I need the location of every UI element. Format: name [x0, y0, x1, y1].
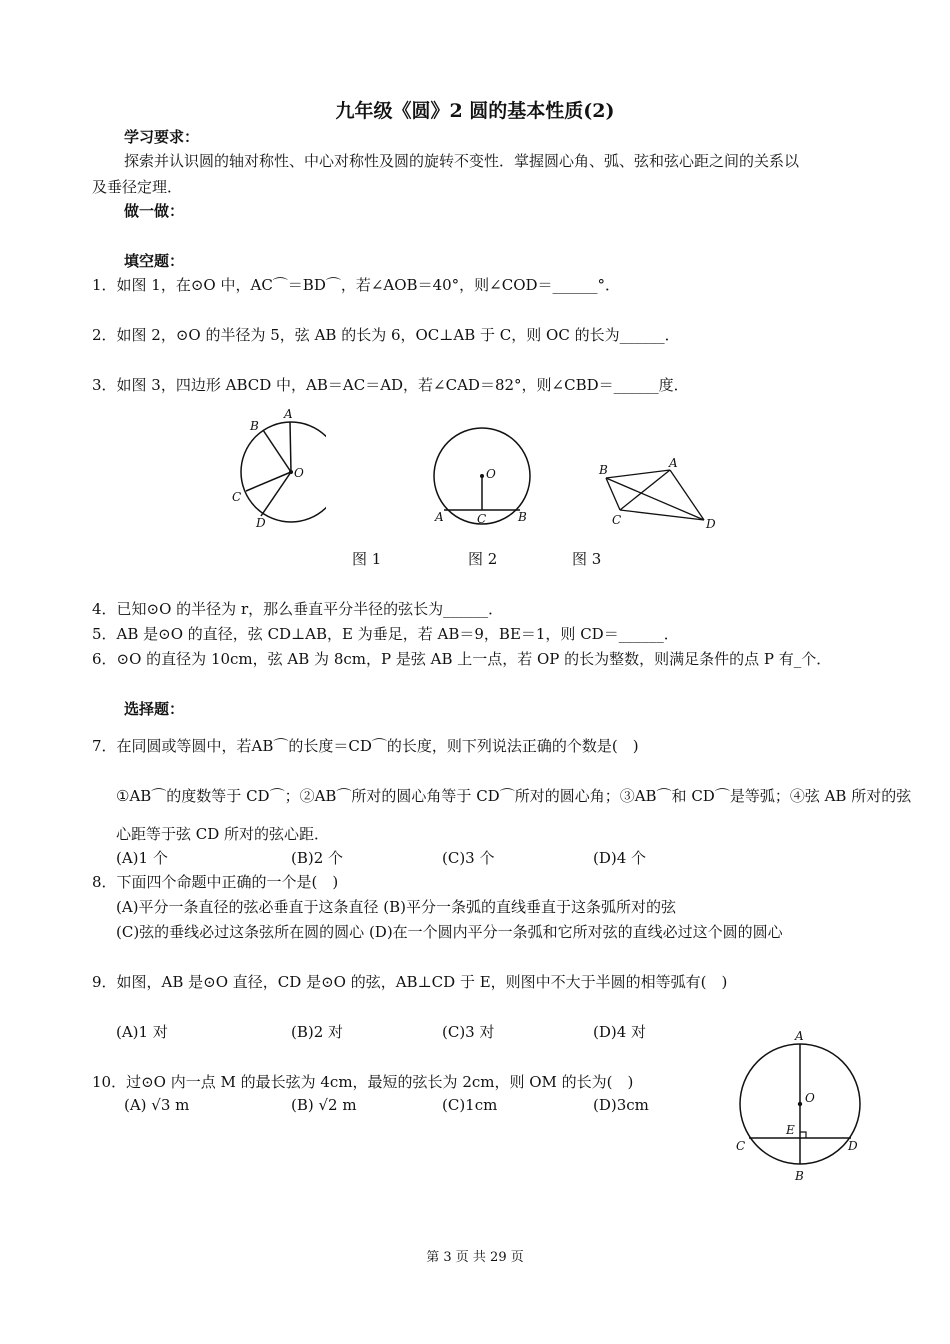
fig1-label-c: C: [232, 490, 242, 504]
question-2: 2．如图 2，⊙O 的半径为 5，弦 AB 的长为 6，OC⊥AB 于 C，则 OC 的长为______．: [92, 326, 680, 344]
fig3-label-c: C: [612, 513, 622, 527]
fig2-label-b: B: [518, 510, 527, 524]
question-7-option-d: (D)4 个: [593, 849, 647, 867]
question-5: 5．AB 是⊙O 的直径，弦 CD⊥AB，E 为垂足，若 AB＝9，BE＝1，则 CD＝______．: [92, 625, 679, 643]
question-10-option-c: (C)1cm: [442, 1096, 498, 1114]
fig1-radius-oa: [290, 422, 291, 472]
fig3-label-d: D: [706, 517, 716, 531]
fig4-center-dot: [798, 1102, 802, 1106]
requirements-text-1: 探索并认识圆的轴对称性、中心对称性及圆的旋转不变性．掌握圆心角、弧、弦和弦心距之间的关系以: [124, 152, 800, 170]
figure-1-caption: 图 1: [352, 550, 382, 568]
question-10-option-a: (A) √3 m: [124, 1096, 190, 1114]
question-9-option-d: (D)4 对: [593, 1023, 647, 1041]
question-7-option-c: (C)3 个: [442, 849, 495, 867]
question-9-option-b: (B)2 对: [291, 1023, 344, 1041]
fill-heading: 填空题：: [124, 252, 185, 270]
fig3-label-a: A: [669, 456, 678, 470]
fig2-label-a: A: [435, 510, 444, 524]
question-3: 3．如图 3，四边形 ABCD 中，AB＝AC＝AD，若∠CAD＝82°，则∠CBD＝______度．: [92, 376, 689, 394]
page-footer: 第 3 页 共 29 页: [426, 1250, 524, 1265]
question-10: 10．过⊙O 内一点 M 的最长弦为 4cm，最短的弦长为 2cm，则 OM 的长为( ): [92, 1073, 634, 1091]
fig3-diagonal-ac: [620, 470, 670, 510]
fig2-center-dot: [480, 474, 484, 478]
fig1-circle: [241, 422, 326, 522]
practice-heading: 做一做：: [124, 202, 185, 220]
fig4-label-b: B: [795, 1169, 804, 1183]
question-4: 4．已知⊙O 的半径为 r，那么垂直平分半径的弦长为______．: [92, 600, 504, 618]
question-7-option-b: (B)2 个: [291, 849, 344, 867]
question-7-detail-1: ①AB⌒的度数等于 CD⌒；②AB⌒所对的圆心角等于 CD⌒所对的圆心角；③AB⌒和 CD⌒是等弧；④弦 AB 所对的弦: [116, 787, 912, 805]
question-10-option-d: (D)3cm: [593, 1096, 649, 1114]
choice-heading: 选择题：: [124, 700, 185, 718]
question-7-detail-2: 心距等于弦 CD 所对的弦心距．: [116, 825, 330, 843]
fig1-center-dot: [289, 470, 293, 474]
figure-3: [594, 454, 724, 534]
question-9-option-a: (A)1 对: [116, 1023, 168, 1041]
question-6: 6．⊙O 的直径为 10cm，弦 AB 为 8cm，P 是弦 AB 上一点，若 OP 的长为整数，则满足条件的点 P 有_个．: [92, 650, 832, 668]
fig4-label-a: A: [795, 1029, 804, 1043]
fig1-label-a: A: [284, 407, 293, 421]
requirements-text-2: 及垂径定理．: [92, 178, 183, 196]
question-7-option-a: (A)1 个: [116, 849, 168, 867]
question-10-option-b: (B) √2 m: [291, 1096, 357, 1114]
fig1-label-b: B: [250, 419, 259, 433]
requirements-heading: 学习要求：: [124, 128, 200, 146]
fig2-label-o: O: [486, 467, 496, 481]
fig3-label-b: B: [599, 463, 608, 477]
question-7: 7．在同圆或等圆中，若AB⌒的长度＝CD⌒的长度，则下列说法正确的个数是( ): [92, 737, 639, 755]
figure-4: [728, 1026, 874, 1186]
question-9: 9．如图，AB 是⊙O 直径，CD 是⊙O 的弦，AB⊥CD 于 E，则图中不大于半圆的相等弧有( ): [92, 973, 728, 991]
figure-2: [424, 424, 540, 534]
figure-1: [226, 404, 326, 534]
question-8-line-1: (A)平分一条直径的弦必垂直于这条直径 (B)平分一条弧的直线垂直于这条弧所对的弦: [116, 898, 677, 916]
question-8-line-2: (C)弦的垂线必过这条弦所在圆的圆心 (D)在一个圆内平分一条弧和它所对弦的直线必过这个圆的圆心: [116, 923, 783, 941]
fig1-label-d: D: [256, 516, 266, 530]
page-title: 九年级《圆》2 圆的基本性质(2): [335, 100, 615, 122]
fig4-label-o: O: [805, 1091, 815, 1105]
fig4-label-d: D: [848, 1139, 858, 1153]
question-9-option-c: (C)3 对: [442, 1023, 495, 1041]
fig4-label-e: E: [786, 1123, 795, 1137]
fig1-radius-ob: [263, 430, 291, 472]
question-1: 1．如图 1，在⊙O 中，AC⌒＝BD⌒，若∠AOB＝40°，则∠COD＝______°．: [92, 276, 621, 294]
figure-2-caption: 图 2: [468, 550, 498, 568]
fig4-right-angle-mark: [800, 1132, 806, 1138]
fig4-label-c: C: [736, 1139, 746, 1153]
fig2-label-c: C: [477, 512, 487, 526]
fig1-label-o: O: [294, 466, 304, 480]
figure-3-caption: 图 3: [572, 550, 602, 568]
fig3-side-ba: [606, 470, 670, 478]
question-8: 8．下面四个命题中正确的一个是( ): [92, 873, 339, 891]
